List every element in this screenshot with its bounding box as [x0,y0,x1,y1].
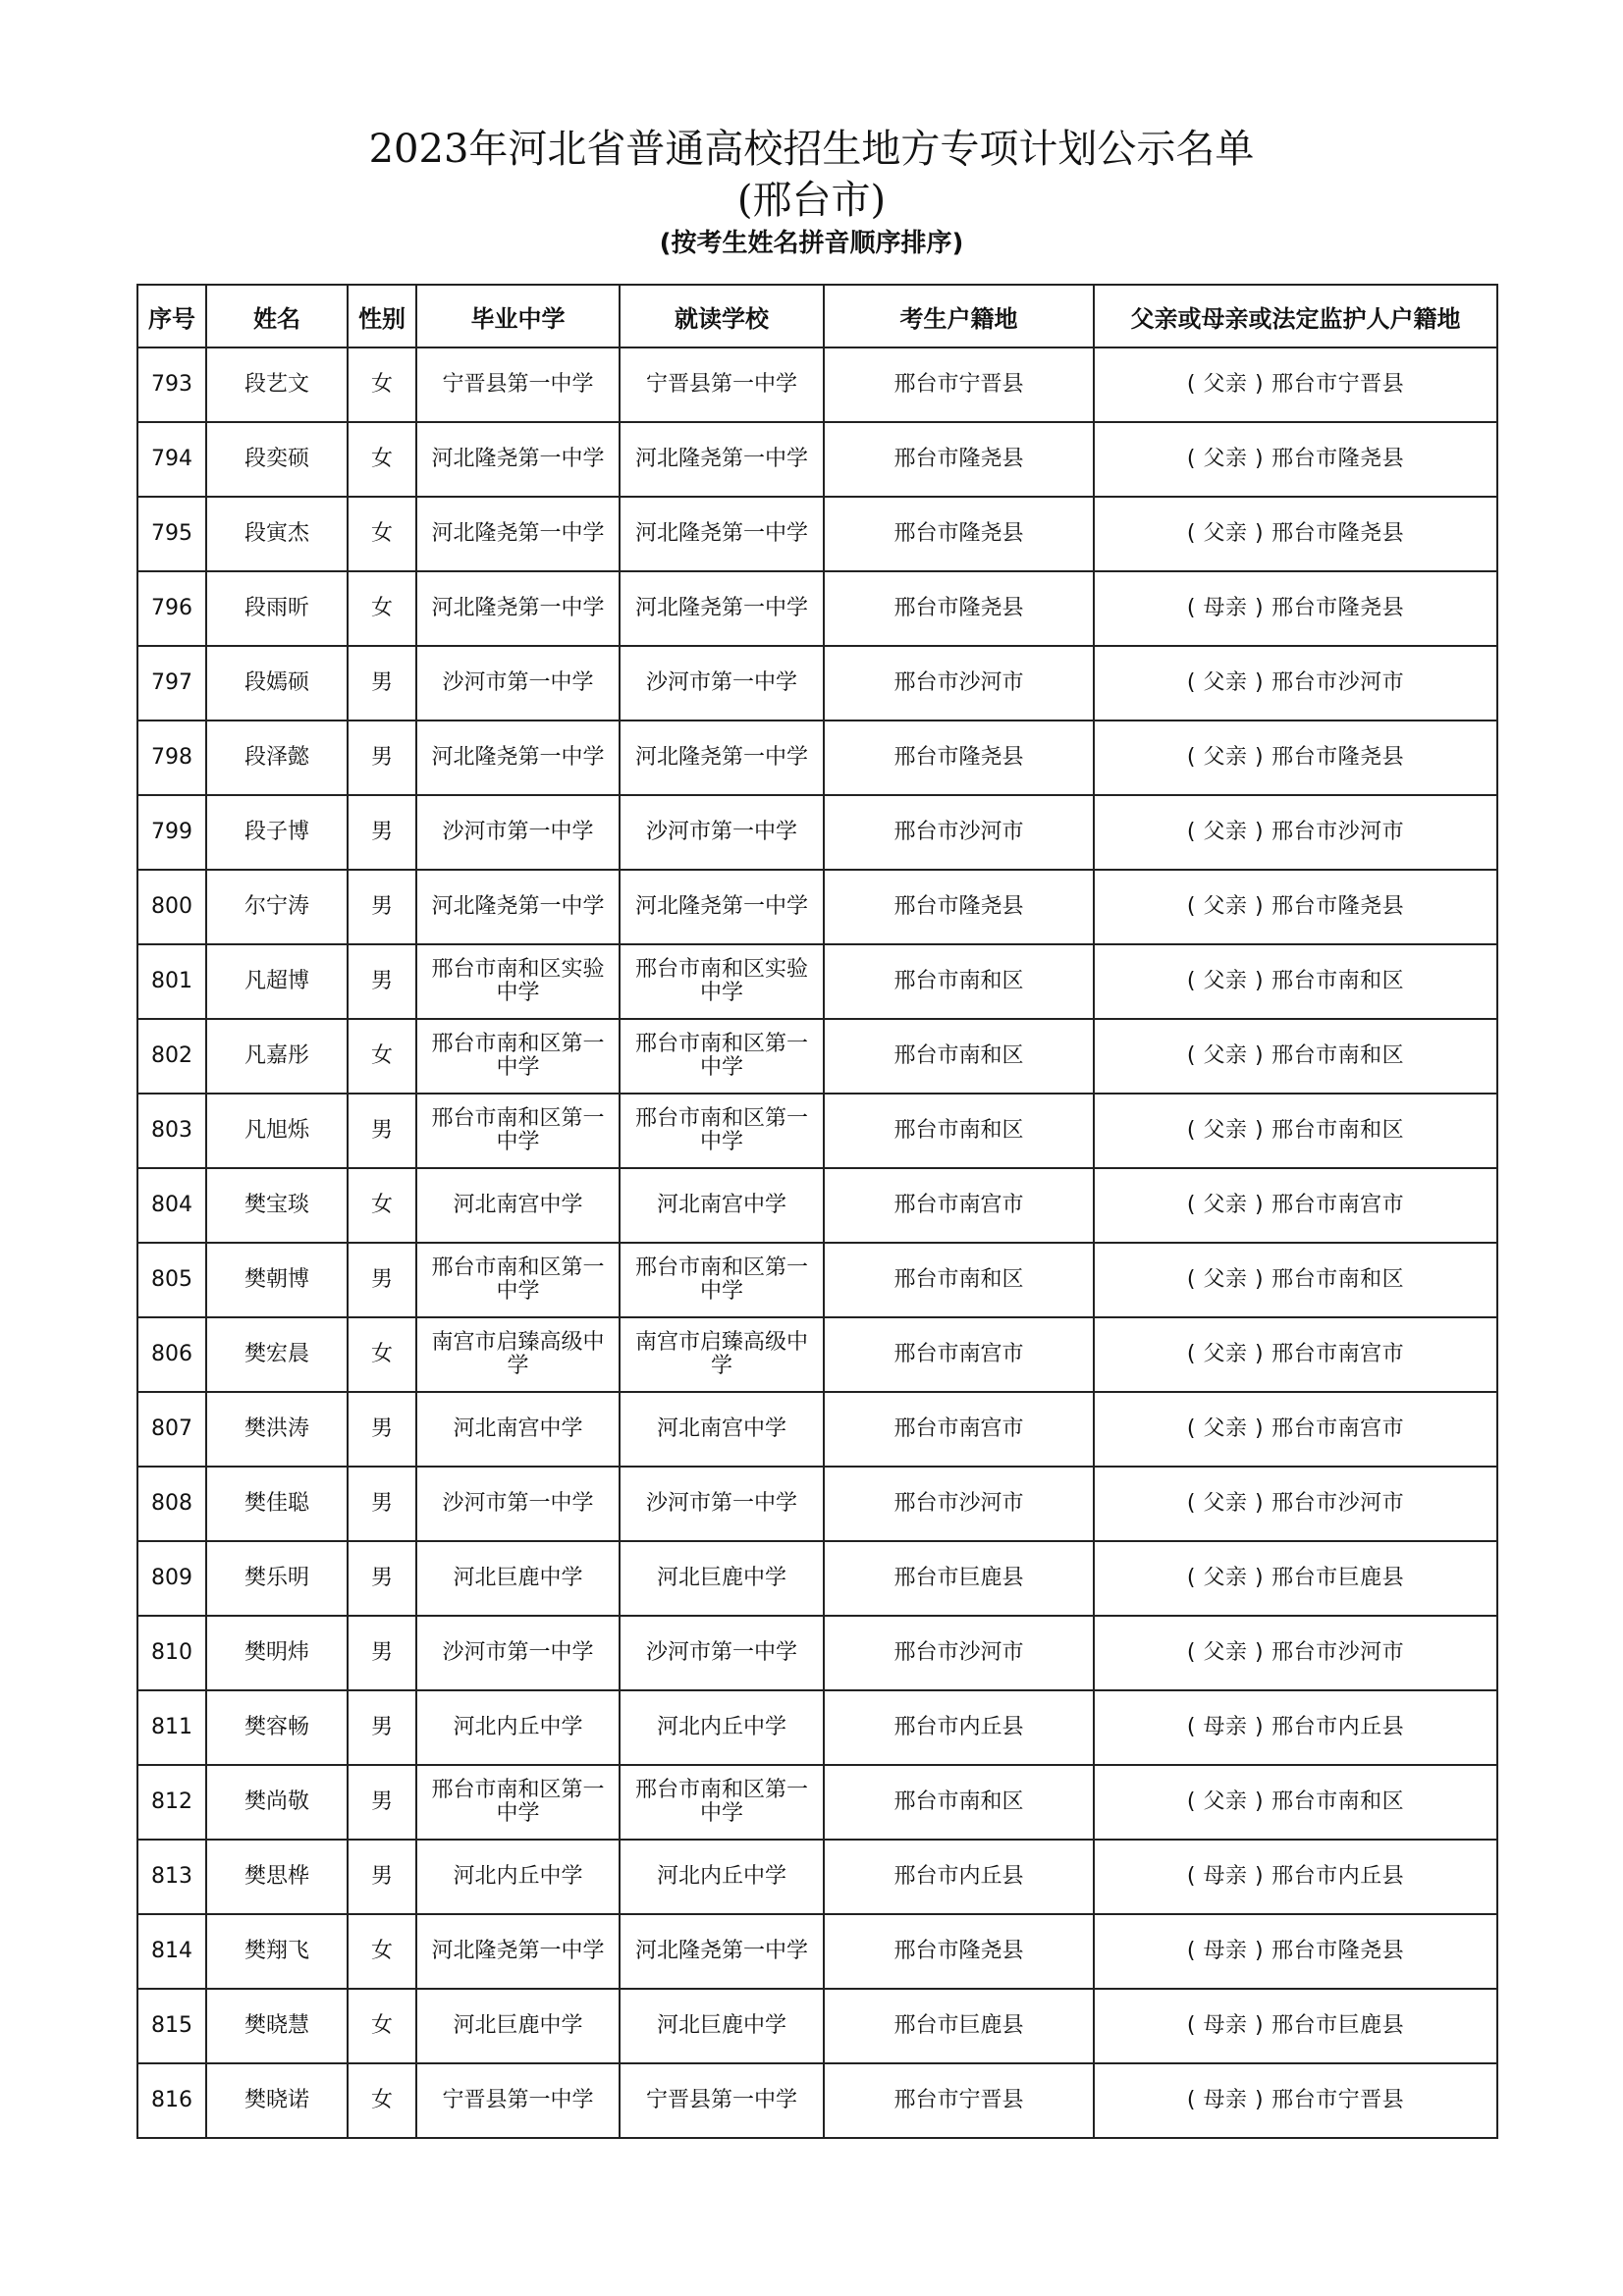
graduation-school: 沙河市第一中学 [416,795,620,870]
current-school: 河北隆尧第一中学 [620,497,824,571]
row-number: 805 [137,1243,206,1317]
student-residence: 邢台市南和区 [824,1019,1094,1094]
student-name: 樊宏晨 [206,1317,348,1392]
parent-residence: 邢台市南和区 [1271,969,1405,993]
guardian-relation: ( 父亲 ) [1186,447,1265,471]
student-residence: 邢台市沙河市 [824,646,1094,721]
row-number: 814 [137,1914,206,1989]
parent-residence: 邢台市南和区 [1271,1789,1405,1814]
student-residence: 邢台市沙河市 [824,1467,1094,1541]
table-row [137,1765,1497,1840]
graduation-school: 河北隆尧第一中学 [416,870,620,944]
table-row [137,422,1497,497]
student-residence: 邢台市隆尧县 [824,497,1094,571]
guardian-relation: ( 父亲 ) [1186,894,1265,919]
graduation-school: 南宫市启臻高级中学 [416,1317,620,1392]
student-name: 凡旭烁 [206,1094,348,1168]
parent-residence-cell [1094,1914,1497,1989]
current-school: 沙河市第一中学 [620,795,824,870]
current-school: 沙河市第一中学 [620,1467,824,1541]
graduation-school: 沙河市第一中学 [416,1467,620,1541]
parent-residence: 邢台市隆尧县 [1271,894,1405,919]
parent-residence: 邢台市隆尧县 [1271,1939,1405,1963]
parent-residence-cell [1094,1541,1497,1616]
parent-residence-cell [1094,1840,1497,1914]
student-name: 樊乐明 [206,1541,348,1616]
parent-residence: 邢台市隆尧县 [1271,447,1405,471]
student-name: 樊翔飞 [206,1914,348,1989]
student-gender: 女 [348,1989,416,2063]
table-row [137,1616,1497,1690]
student-gender: 女 [348,422,416,497]
parent-residence-cell [1094,1467,1497,1541]
header-cell-name: 姓名 [206,285,348,347]
table-row [137,347,1497,422]
parent-residence: 邢台市南宫市 [1271,1342,1405,1366]
student-name: 樊晓诺 [206,2063,348,2138]
row-number: 807 [137,1392,206,1467]
row-number: 799 [137,795,206,870]
parent-residence-cell [1094,870,1497,944]
table-row [137,1989,1497,2063]
student-name: 樊尚敬 [206,1765,348,1840]
roster-table [136,284,1498,2139]
student-residence: 邢台市南宫市 [824,1392,1094,1467]
student-name: 樊容畅 [206,1690,348,1765]
student-gender: 女 [348,347,416,422]
parent-residence: 邢台市沙河市 [1271,820,1405,844]
parent-residence-cell [1094,1243,1497,1317]
guardian-relation: ( 父亲 ) [1186,1342,1265,1366]
header-cell-parent-residence: 父亲或母亲或法定监护人户籍地 [1094,285,1497,347]
row-number: 795 [137,497,206,571]
current-school: 河北隆尧第一中学 [620,1914,824,1989]
table-row [137,571,1497,646]
header-cell-no: 序号 [137,285,206,347]
parent-residence-cell [1094,422,1497,497]
student-residence: 邢台市南和区 [824,1765,1094,1840]
student-residence: 邢台市南宫市 [824,1168,1094,1243]
student-gender: 女 [348,571,416,646]
parent-residence: 邢台市隆尧县 [1271,745,1405,770]
student-name: 樊思桦 [206,1840,348,1914]
row-number: 800 [137,870,206,944]
graduation-school: 河北内丘中学 [416,1840,620,1914]
header-cell-current-school: 就读学校 [620,285,824,347]
row-number: 804 [137,1168,206,1243]
student-residence: 邢台市宁晋县 [824,2063,1094,2138]
table-row [137,2063,1497,2138]
student-residence: 邢台市沙河市 [824,795,1094,870]
parent-residence-cell [1094,1094,1497,1168]
header-row [137,285,1497,347]
parent-residence-cell [1094,1616,1497,1690]
current-school: 邢台市南和区第一中学 [620,1243,824,1317]
page-title: 2023年河北省普通高校招生地方专项计划公示名单 [368,127,1255,172]
guardian-relation: ( 父亲 ) [1186,1267,1265,1292]
parent-residence: 邢台市内丘县 [1271,1715,1405,1739]
student-name: 樊晓慧 [206,1989,348,2063]
guardian-relation: ( 父亲 ) [1186,670,1265,695]
row-number: 801 [137,944,206,1019]
student-residence: 邢台市内丘县 [824,1690,1094,1765]
student-gender: 男 [348,1243,416,1317]
parent-residence-cell [1094,1392,1497,1467]
current-school: 沙河市第一中学 [620,646,824,721]
current-school: 邢台市南和区第一中学 [620,1094,824,1168]
row-number: 806 [137,1317,206,1392]
page-subtitle: (邢台市) [736,178,887,223]
parent-residence: 邢台市巨鹿县 [1271,2013,1405,2038]
student-gender: 男 [348,1094,416,1168]
student-residence: 邢台市南和区 [824,944,1094,1019]
parent-residence-cell [1094,1690,1497,1765]
current-school: 邢台市南和区第一中学 [620,1765,824,1840]
graduation-school: 邢台市南和区第一中学 [416,1094,620,1168]
current-school: 河北巨鹿中学 [620,1541,824,1616]
table-row [137,1019,1497,1094]
student-name: 尔宁涛 [206,870,348,944]
parent-residence: 邢台市沙河市 [1271,1640,1405,1665]
graduation-school: 沙河市第一中学 [416,1616,620,1690]
header-cell-gender: 性别 [348,285,416,347]
parent-residence: 邢台市沙河市 [1271,670,1405,695]
row-number: 793 [137,347,206,422]
guardian-relation: ( 母亲 ) [1186,1715,1265,1739]
parent-residence: 邢台市宁晋县 [1271,372,1405,397]
table-row [137,1914,1497,1989]
student-gender: 女 [348,1168,416,1243]
graduation-school: 河北巨鹿中学 [416,1541,620,1616]
row-number: 815 [137,1989,206,2063]
table-row [137,870,1497,944]
guardian-relation: ( 父亲 ) [1186,969,1265,993]
roster-body [137,347,1497,2138]
current-school: 河北南宫中学 [620,1392,824,1467]
student-gender: 女 [348,1914,416,1989]
guardian-relation: ( 父亲 ) [1186,1566,1265,1590]
guardian-relation: ( 母亲 ) [1186,2088,1265,2112]
student-residence: 邢台市隆尧县 [824,1914,1094,1989]
graduation-school: 邢台市南和区实验中学 [416,944,620,1019]
parent-residence-cell [1094,1168,1497,1243]
current-school: 邢台市南和区第一中学 [620,1019,824,1094]
parent-residence-cell [1094,1317,1497,1392]
table-row [137,1392,1497,1467]
row-number: 803 [137,1094,206,1168]
header-cell-residence: 考生户籍地 [824,285,1094,347]
parent-residence-cell [1094,944,1497,1019]
student-name: 段子博 [206,795,348,870]
graduation-school: 河北隆尧第一中学 [416,1914,620,1989]
table-row [137,646,1497,721]
sort-note: (按考生姓名拼音顺序排序) [659,229,964,258]
parent-residence: 邢台市南和区 [1271,1267,1405,1292]
student-gender: 男 [348,1765,416,1840]
student-gender: 女 [348,497,416,571]
student-gender: 男 [348,646,416,721]
guardian-relation: ( 父亲 ) [1186,1640,1265,1665]
student-gender: 男 [348,1616,416,1690]
student-name: 樊宝琰 [206,1168,348,1243]
parent-residence: 邢台市宁晋县 [1271,2088,1405,2112]
student-residence: 邢台市巨鹿县 [824,1989,1094,2063]
guardian-relation: ( 母亲 ) [1186,1864,1265,1889]
row-number: 810 [137,1616,206,1690]
parent-residence-cell [1094,646,1497,721]
parent-residence-cell [1094,795,1497,870]
current-school: 河北隆尧第一中学 [620,422,824,497]
parent-residence: 邢台市隆尧县 [1271,596,1405,620]
student-name: 段嫣硕 [206,646,348,721]
student-gender: 男 [348,721,416,795]
row-number: 802 [137,1019,206,1094]
student-gender: 女 [348,1019,416,1094]
current-school: 宁晋县第一中学 [620,2063,824,2138]
current-school: 河北巨鹿中学 [620,1989,824,2063]
current-school: 南宫市启臻高级中学 [620,1317,824,1392]
table-row [137,1467,1497,1541]
student-residence: 邢台市南和区 [824,1094,1094,1168]
student-name: 樊佳聪 [206,1467,348,1541]
row-number: 798 [137,721,206,795]
student-gender: 男 [348,1541,416,1616]
guardian-relation: ( 父亲 ) [1186,745,1265,770]
student-residence: 邢台市隆尧县 [824,721,1094,795]
graduation-school: 宁晋县第一中学 [416,2063,620,2138]
guardian-relation: ( 父亲 ) [1186,1789,1265,1814]
student-residence: 邢台市隆尧县 [824,422,1094,497]
parent-residence-cell [1094,1989,1497,2063]
student-residence: 邢台市隆尧县 [824,571,1094,646]
student-gender: 男 [348,944,416,1019]
graduation-school: 河北隆尧第一中学 [416,571,620,646]
parent-residence-cell [1094,347,1497,422]
parent-residence: 邢台市南和区 [1271,1043,1405,1068]
graduation-school: 河北南宫中学 [416,1392,620,1467]
student-residence: 邢台市南宫市 [824,1317,1094,1392]
student-name: 凡超博 [206,944,348,1019]
parent-residence: 邢台市南宫市 [1271,1416,1405,1441]
parent-residence-cell [1094,721,1497,795]
table-row [137,1094,1497,1168]
row-number: 809 [137,1541,206,1616]
header-cell-grad-school: 毕业中学 [416,285,620,347]
current-school: 河北内丘中学 [620,1690,824,1765]
row-number: 794 [137,422,206,497]
student-name: 樊明炜 [206,1616,348,1690]
table-row [137,795,1497,870]
graduation-school: 河北隆尧第一中学 [416,422,620,497]
current-school: 宁晋县第一中学 [620,347,824,422]
parent-residence: 邢台市沙河市 [1271,1491,1405,1516]
graduation-school: 宁晋县第一中学 [416,347,620,422]
student-gender: 女 [348,1317,416,1392]
parent-residence: 邢台市南和区 [1271,1118,1405,1143]
parent-residence-cell [1094,1019,1497,1094]
parent-residence-cell [1094,497,1497,571]
student-name: 段雨昕 [206,571,348,646]
table-row [137,1690,1497,1765]
student-residence: 邢台市南和区 [824,1243,1094,1317]
table-row [137,1243,1497,1317]
parent-residence: 邢台市巨鹿县 [1271,1566,1405,1590]
graduation-school: 沙河市第一中学 [416,646,620,721]
student-name: 樊朝博 [206,1243,348,1317]
parent-residence: 邢台市内丘县 [1271,1864,1405,1889]
graduation-school: 河北巨鹿中学 [416,1989,620,2063]
guardian-relation: ( 父亲 ) [1186,1416,1265,1441]
student-residence: 邢台市宁晋县 [824,347,1094,422]
student-gender: 男 [348,795,416,870]
student-name: 段寅杰 [206,497,348,571]
student-name: 凡嘉彤 [206,1019,348,1094]
table-row [137,944,1497,1019]
student-residence: 邢台市巨鹿县 [824,1541,1094,1616]
guardian-relation: ( 父亲 ) [1186,1118,1265,1143]
student-name: 段艺文 [206,347,348,422]
parent-residence: 邢台市南宫市 [1271,1193,1405,1217]
current-school: 邢台市南和区实验中学 [620,944,824,1019]
current-school: 沙河市第一中学 [620,1616,824,1690]
student-name: 段奕硕 [206,422,348,497]
parent-residence-cell [1094,571,1497,646]
graduation-school: 邢台市南和区第一中学 [416,1243,620,1317]
student-name: 段泽懿 [206,721,348,795]
guardian-relation: ( 父亲 ) [1186,1043,1265,1068]
guardian-relation: ( 父亲 ) [1186,1491,1265,1516]
student-gender: 男 [348,1840,416,1914]
current-school: 河北隆尧第一中学 [620,571,824,646]
student-gender: 男 [348,1392,416,1467]
table-row [137,721,1497,795]
student-gender: 女 [348,2063,416,2138]
student-gender: 男 [348,1690,416,1765]
row-number: 812 [137,1765,206,1840]
student-residence: 邢台市隆尧县 [824,870,1094,944]
student-name: 樊洪涛 [206,1392,348,1467]
guardian-relation: ( 母亲 ) [1186,1939,1265,1963]
guardian-relation: ( 母亲 ) [1186,596,1265,620]
current-school: 河北隆尧第一中学 [620,721,824,795]
row-number: 813 [137,1840,206,1914]
table-row [137,1168,1497,1243]
table-row [137,1840,1497,1914]
guardian-relation: ( 父亲 ) [1186,820,1265,844]
current-school: 河北南宫中学 [620,1168,824,1243]
row-number: 808 [137,1467,206,1541]
row-number: 797 [137,646,206,721]
student-gender: 男 [348,870,416,944]
student-residence: 邢台市沙河市 [824,1616,1094,1690]
graduation-school: 河北隆尧第一中学 [416,721,620,795]
table-row [137,1541,1497,1616]
guardian-relation: ( 父亲 ) [1186,521,1265,546]
current-school: 河北内丘中学 [620,1840,824,1914]
student-residence: 邢台市内丘县 [824,1840,1094,1914]
graduation-school: 河北内丘中学 [416,1690,620,1765]
graduation-school: 河北南宫中学 [416,1168,620,1243]
table-row [137,497,1497,571]
guardian-relation: ( 母亲 ) [1186,2013,1265,2038]
row-number: 811 [137,1690,206,1765]
table-row [137,1317,1497,1392]
guardian-relation: ( 父亲 ) [1186,1193,1265,1217]
parent-residence-cell [1094,1765,1497,1840]
graduation-school: 邢台市南和区第一中学 [416,1765,620,1840]
row-number: 816 [137,2063,206,2138]
parent-residence-cell [1094,2063,1497,2138]
graduation-school: 河北隆尧第一中学 [416,497,620,571]
row-number: 796 [137,571,206,646]
current-school: 河北隆尧第一中学 [620,870,824,944]
parent-residence: 邢台市隆尧县 [1271,521,1405,546]
guardian-relation: ( 父亲 ) [1186,372,1265,397]
student-gender: 男 [348,1467,416,1541]
graduation-school: 邢台市南和区第一中学 [416,1019,620,1094]
